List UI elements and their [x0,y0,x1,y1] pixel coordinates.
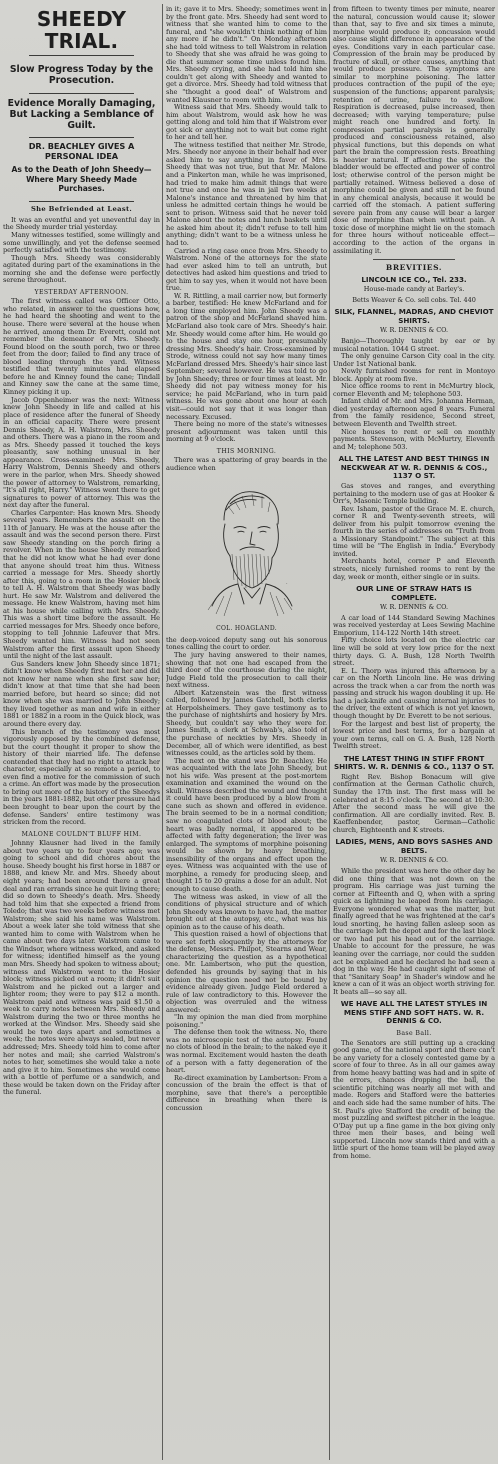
section-head: She Befriended at Least. [30,205,133,214]
paragraph: The witness testified that neither Mr. Strode, Mrs. Sheedy nor anyone in their behalf had ever asked him to say anything in favor of Mrs. Sheedy that was not true, but that Mr. Malone and a Pinkerton man, while he was imprisoned, had tried to make him admit things that were not true and once he was in jail two weeks at Malone's instance and threatened by him that unless he admitted certain things he would be sent to prison. Witness said that he never told Malone about the notes and lunch baskets until he asked him about it; didn't refuse to tell him anything; didn't want to be a witness unless he had to. [166,140,327,247]
portrait-engraving [172,480,322,622]
article-column-2 [166,6,327,1460]
paragraph: W. R. Rittling, a mail carrier now, but formerly a barber, testified: He knew McFarland and for a long time employed him. John Sheedy was a patron of the shop and McFarland shaved him. McFarland also took care of Mrs. Sheedy's hair. Mr. Sheedy would come after him. He would go to the house and stay one hour, presumably dressing Mrs. Sheedy's hair. Cross-examined by Strode, witness could not say how many times McFarland dressed Mrs. Sheedy's hair since last September; several however. He was told to go by John Sheedy; three or four times at least. Mr. Sheedy did not pay witness money for his service; he paid McFarland, who in turn paid witness. He was gone about one hour at each visit—could not say that it was longer than necessary. Excused. [166,291,327,421]
paragraph: The next on the stand was Dr. Beachley. He was acquainted with the late John Sheedy, but not his wife. Was present at the post-mortem examination and examined the wound on the skull. Witness described the wound and thought it could have been produced by a blow from a cane such as shown and offered in evidence. The brain seemed to be in a normal condition; saw no coagulated clots of blood about; the heart was badly normal, it appeared to be affected with fatty degeneration; the liver was enlarged. The symptoms of morphine poisoning would be shown by heavy breathing, insensibility of the organs and effect upon the eyes. Witness was acquainted with the use of morphine, a remedy for producing sleep, and thought 15 to 20 grains a dose for an adult. Not enough to cause death. [166,756,327,893]
ad-headline: THE LATEST THING IN STIFF FRONT SHIRTS. W. R. DENNIS & CO., 1137 O ST. [333,753,495,772]
paragraph: Witness said that Mrs. Sheedy would talk to him about Walstrom, would ask how he was getting along and told him that if Walstrom ever got sick or anything not to wait but come right to her and tell her. [166,103,327,142]
paragraph: While the president was here the other day he did one thing that was not down on the program. His carriage was just turning the corner at Fifteenth and Q, when with a spring quick as lightning he leaped from his carriage. Everyone wondered what was the matter, but finally agreed that he was frightened at the car's loud snorting, he having fallen asleep soon as the carriage left the depot and for the last block or two had put his head out of the carriage. Unable to account for the pressure, he was leaning over the carriage, nor could the sudden act be explained and he declared he had seen a dog in the way. He had caught sight of some of that "Sanitary Soap" in Shader's window and he knew a can of it was an object worth striving for. It beats all—so say all. [333,866,495,996]
paragraph: The defense then took the witness. No, there was no microscopic test of the autopsy. Found no clots of blood in the brain; to the naked eye it was normal. Excitement would hasten the death of a person with a fatty degeneration of the heart. [166,1028,327,1075]
paragraph: The jury having answered to their names, showing that not one had escaped from the third door of the courthouse during the night, Judge Field told the prosecution to call their next witness. [166,651,327,690]
svg-text:.: . [285,580,288,587]
ad-headline: LINCOLN ICE CO., Tel. 233. [361,274,467,284]
paragraph: Charles Carpenter: Has known Mrs. Sheedy several years. Remembers the assault on the 11th of January. He was at the house after the assault and was the second person there. First saw Sheedy standing on the porch firing a revolver. When in the house Sheedy remarked that he did not know what he had ever done that anyone should treat him thus. Witness carried a message for Mrs. Sheedy shortly after this, going to a room in the Hosier block to tell A. H. Walstrom that Sheedy was badly hurt. He saw Mr. Walstrom and delivered the message. He knew Walstrom, having met him at his house while calling with Mrs. Sheedy. This was a short time before the assault. He carried messages for Mrs. Sheedy once before, stopping to tell Johnnie Lafeuver that Mrs. Sheedy wanted him. Witness had not seen Walstrom after the first assault upon Sheedy until the night of the last assault. [3,508,160,661]
section-head: Base Ball. [396,1030,432,1038]
headline: SHEEDY TRIAL. [36,7,127,53]
ad-headline: SILK, FLANNEL, MADRAS, AND CHEVIOT SHIRTS. [334,307,494,325]
paragraph: in it; gave it to Mrs. Sheedy; sometimes went in by the front gate. Mrs. Sheedy had sent word to witness that she wanted him to come to the funeral, and "she wouldn't think nothing of him any more if he didn't." On Monday afternoon she had told witness to tell Walstrom in relation to Sheedy that she was afraid he was going to die that summer some time unless found him. Mrs. Sheedy crying, and she had told him she couldn't get along with Sheedy and wanted to get a divorce. Mrs. Sheedy had told witness that she "thought a good deal" of Walstrom and wanted Klausner to room with him. [166,6,327,104]
paragraph: Carried a ring case once from Mrs. Sheedy to Walstrom. None of the attorneys for the state had ever asked him to tell an untruth, but detectives had asked him questions and tried to get him to say yes, when it would not have been true. [166,246,327,293]
section-head: MALONE COULDN'T BLUFF HIM. [21,830,142,838]
column-rule [162,4,163,1460]
paragraph: A car load of 144 Standard Sewing Machines was received yesterday at Lees Sewing Machine Emporium, 114-122 North 14th street. [333,613,495,637]
paragraph: Merchants hotel, corner P and Eleventh streets, nicely furnished rooms to rent by the day, week or month, either single or in suits. [333,557,495,581]
paragraph: Nice houses to rent or sell on monthly payments. Stevenson, with McMurtry, Eleventh and M; telephone 503. [333,427,495,451]
paragraph: The witness was asked, in view of all the conditions of physical structure and of which John Sheedy was known to have had, the matter brought out at the autopsy, etc., what was his opinion as to the cause of his death. [166,892,327,931]
section-head: YESTERDAY AFTERNOON. [34,288,129,296]
paragraph: Infant child of Mr. and Mrs. Johanna Herman, died yesterday afternoon aged 8 years. Funeral from the family residence, Second street, between Eleventh and Twelfth street. [333,397,495,429]
paragraph: Though Mrs. Sheedy was considerably agitated during part of the examinations in the morning she and the defense were perfectly serene throughout. [3,253,160,285]
paragraph: Albert Katzenstein was the first witness called, followed by James Gatchell, both clerks at Herpolsheimers. They gave testimony as to the purchase of nightshirts and hosiery by Mrs. Sheedy, but couldn't say who they were for. James Smith, a clerk at Schwab's, also told of the purchase of neckties by Mrs. Sheedy in December, all of which were identified, as best witnesses could, as the articles sold by them. [166,688,327,758]
portrait-caption: COL. HOAGLAND. [216,625,277,633]
ad-signature: W. R. DENNIS & CO. [379,856,449,865]
ad-line: Betts Weaver & Co. sell cobs. Tel. 440 [352,295,476,304]
divider [373,259,455,260]
paragraph: Gus Sanders knew John Sheedy since 1871; didn't know when Sheedy first met her and did not know her name when she first saw her; didn't know at that time that she had been married before, but heard so since; did not know when she was married to John Sheedy; they lived together as man and wife in either 1881 or 1882 in a room in the Quick block, was around there every day. [3,659,160,729]
paragraph: This branch of the testimony was most vigorously opposed by the combined defense, but the court thought it proper to show the history of their married life. The defense contended that they had no right to attack her character, especially at so remote a period, to even find a motive for the commission of such a crime. An effort was made by the prosecution to bring out more of the history of the Sheedys in the years 1881-1882, but other pressure had been brought to bear upon the court by the defense. Sanders' entire testimony was stricken from the record. [3,727,160,827]
paragraph: Many witnesses testified, some willingly and some unwillingly, and yet the defense seemed perfectly satisfied with the testimony. [3,231,160,255]
subheadline: As to the Death of John Sheedy—Where Mary Sheedy Made Purchases. [11,165,152,194]
paragraph: "In my opinion the man died from morphine poisoning." [166,1013,327,1029]
ad-headline: WE HAVE ALL THE LATEST STYLES IN MENS STIFF AND SOFT HATS. W. R. DENNIS & CO. [340,999,488,1026]
paragraph: Fifty choice lots located on the electric car line will be sold at very low price for the next thirty days. G. A. Bush, 128 North Twelfth street. [333,636,495,668]
paragraph: This question raised a howl of objections that were set forth eloquently by the attorneys for the defense, Messrs. Philpot, Stearns and Wear, characterizing the question as a hypothetical one. Mr. Lambertson, who put the question, defended his grounds by saying that in his opinion the question need not be bound by evidence already given. Judge Field ordered a rule of law contradictory to this. However the objection was overruled and the witness answered: [166,930,327,1014]
paragraph: For the largest and best list of property, the lowest price and best terms, for a bargain at your own terms, call on G. A. Bush, 128 North Twelfth street. [333,719,495,751]
paragraph: Newly furnished rooms for rent in Montoyo block. Apply at room five. [333,367,495,383]
ad-headline: LADIES, MENS, AND BOYS SASHES AND BELTS. [335,837,493,855]
paragraph: from fifteen to twenty times per minute, nearer the natural, concussion would cause it; slower than that, say to five and six times a minute, morphine would produce it; concussion would also cause slight difference in appearance of the eyes. Conditions vary in each particular case. Compression of the brain may be produced by fracture of skull, or other causes, anything that would produce pressure. The symptoms are similar to morphine poisoning. The latter produces contraction of the pupil of the eye; suspension of the functions; apparent paralysis; retention of urine, failure to swallow. Respiration is decreased, pulse increased, then decreased; with varying temperature; pulse might reach one hundred and forty. In compression partial paralysis is generally produced and consciousness retained, also physical functions, but this depends on what part the brain the compression rests. Breathing is heavier natural. If affecting the spine the bladder would be effected and power of control lost; otherwise control of the person might be partially retained. Witness believed a dose of morphine could be given and still not be found in any chemical analysis, because it would be carried off the stomach. A patient suffering severe pain from any cause will bear a larger dose of morphine than when without pain. A toxic dose of morphine might lie on the stomach for three hours without noticeable effect—according to the action of the organs in assimilating it. [333,6,495,255]
column-rule [329,4,330,1460]
divider [29,93,134,94]
ad-line: House-made candy at Barley's. [363,285,465,294]
section-head: BREVITIES. [385,263,443,273]
paragraph: E. L. Thorp was injured this afternoon by a car on the North Lincoln line. He was driving across the track when a car from the north was passing and struck his wagon doubling it up. He had a jack-knife and causing internal injuries to the driver, the extent of which is not yet known, though thought by Dr. Everett to be not serious. [333,666,495,720]
paragraph: The first witness called was Officer Otto, who related, in answer to the questions how, he had heard the shooting and went to the house. There were several at the house when he arrived, among them Dr. Everett, could not remember the demeanor of Mrs. Sheedy. Found blood on the south porch, two or three feet from the door; failed to find any trace of blood leading through the yard. Witness testified that twenty minutes had elapsed before he and Kinney found the cane; Tindall and Kinney saw the cane at the same time, Kinney picking it up. [3,297,160,396]
ad-headline: ALL THE LATEST AND BEST THINGS IN NECKWEAR AT W. R. DENNIS & COS., 1137 O ST. [338,454,490,481]
article-column-1 [3,6,160,1460]
ad-headline: OUR LINE OF STRAW HATS IS COMPLETE. [356,584,472,602]
subheadline: Slow Progress Today by the Prosecution. [9,64,154,87]
divider [29,55,134,56]
paragraph: It was an eventful and yet uneventful day in the Sheedy murder trial yesterday. [3,215,160,232]
paragraph: Johnny Klausner had lived in the family about two years up to four years ago; was going to school and did chores about the house. Sheedy bought his first horse in 1887 or 1888, and knew Mr. and Mrs. Sheedy about eight years; had been around there a great deal and ran errands since he quit living there; did so down to Sheedy's death. Mrs. Sheedy had told him that she expected a friend from Toledo; that was two weeks before witness met Walstrom; she said his name was Walstrom. About a week later she told witness that she wanted him to come with Walstrom when he came about two days later. Walstrom came to the Windsor, where witness worked, and asked for witness; identified himself as the young man Mrs. Sheedy had spoken to witness about; witness and Walstrom went to the Hosier block; witness picked out a room; it didn't suit Walstrom and he picked out a larger and lighter room; they were to pay $12 a month. Walstrom paid and witness was paid $1.50 a week to carry notes between Mrs. Sheedy and Walstrom during the two or three months he worked at the Windsor. Mrs. Sheedy said she would be two days apart and sometimes a week; the notes were always sealed, but never addressed; Mrs. Sheedy told him to come after her notes and mail; she carried Walstrom's notes to her, sometimes she would take a note and give it to him. Sometimes she would come with a bottle of perfume or a sandwich, and these would be taken down on the Friday after the funeral. [3,839,160,1097]
ad-signature: W. R. DENNIS & CO. [379,603,449,612]
paragraph: The Senators are still putting up a cracking good game, of the national sport and there can't be any variety for a closely contested game by a score of four to three. As in all our games away from home heavy batting was had and in spite of the errors, chances dropping the ball, the scientific pitching was nearly all met with and made. Rogers and Stafford were the batteries and each side had the same number of hits. The St. Paul's give Stafford the credit of being the most puzzling and swiftest pitcher in the league. O'Day put up a fine game in the box giving only three men their bases, and being well supported. Lincoln now stands third and with a little spurt of the home team will be played away from home. [333,1038,495,1160]
paragraph: Right Rev. Bishop Bonacum will give confirmation at the German Catholic church, Sunday the 17th inst. The first mass will be celebrated at 8:15 o'clock. The second at 10:30. After the second mass he will give the confirmation. All are cordially invited. Rev. B. Kaeffenbender, pastor, German—Catholic church, Eighteenth and K streets. [333,772,495,834]
paragraph: Banjo—Thoroughly taught by ear or by musical notation. 1044 G street. [333,337,495,353]
paragraph: Jacob Oppenheimer was the next: Witness knew John Sheedy in life and called at his place of residence after the funeral of Sheedy in an official capacity. There were present Dennis Sheedy, A. H. Walstrom, Mrs. Sheedy and others. There was a piano in the room and as Mrs. Sheedy passed it touched the keys pleasantly, saw nothing unusual in her appearance. Cross-examined: Mrs. Sheedy, Harry Walstrom, Dennis Sheedy and others were in the parlor, when Mrs. Sheedy showed the power of attorney to Walstrom, remarking, "It's all right, Harry." Witness went there to get signatures to power of attorney. This was the next day after the funeral. [3,395,160,510]
article-column-3 [333,6,495,1460]
ad-signature: W. R. DENNIS & CO. [379,326,449,335]
paragraph: There was a spattering of gray beards in the audience when [166,456,327,472]
section-head: THIS MORNING. [216,447,277,455]
paragraph: Re-direct examination by Lambertson: From a concussion of the brain the effect is that of morphine, save that there's a perceptible difference in breathing when there is concussion [166,1073,327,1112]
subheadline: DR. BEACHLEY GIVES A PERSONAL IDEA [28,141,135,162]
paragraph: Nice office rooms to rent in McMurtry block, corner Eleventh and M; telephone 503. [333,382,495,398]
paragraph: the deep-voiced deputy sang out his sonorous tones calling the court to order. [166,635,327,652]
subheadline: Evidence Morally Damaging, But Lacking a Semblance of Guilt. [7,97,156,132]
paragraph: The only genuine Carson City coal in the city. Under 1st National bank. [333,352,495,368]
paragraph: Rev. Isham, pastor of the Grace M. E. church, corner R and Twenty-seventh streets, will deliver from his pulpit tomorrow evening the fourth in the series of addresses on "Truth from a Missionary Standpoint." The subject at this time will be "The English in India." Everybody invited. [333,504,495,558]
paragraph: Gas stoves and ranges, and everything pertaining to the modern use of gas at Hooker & Orr's, Masonic Temple building. [333,482,495,506]
divider [29,137,134,138]
divider [29,201,134,202]
paragraph: There being no more of the state's witnesses present adjournment was taken until this morning at 9 o'clock. [166,420,327,444]
